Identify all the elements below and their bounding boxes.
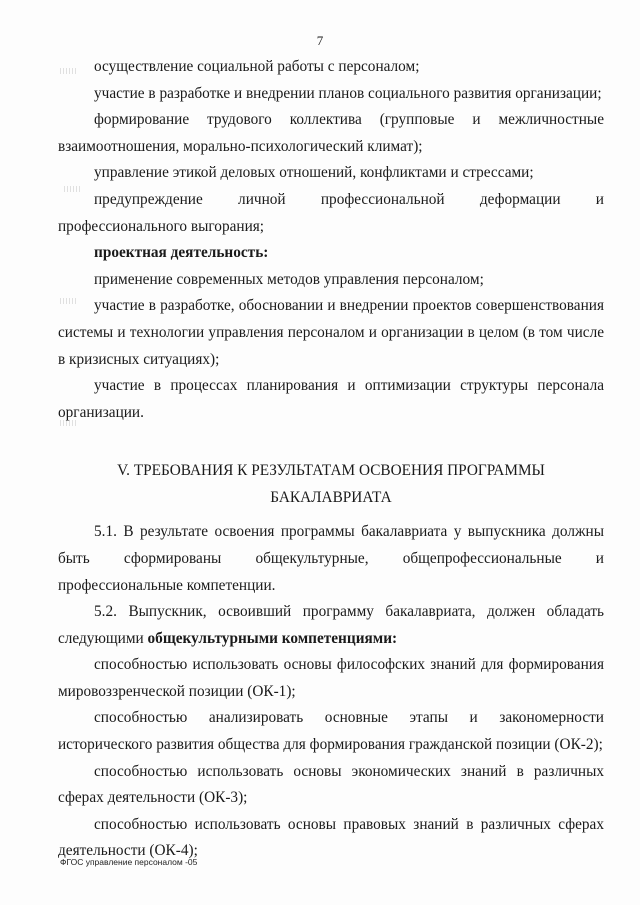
paragraph: способностью использовать основы экономических знаний в различных сферах деятельности (ОК-3); — [58, 762, 604, 807]
paragraph-text: 5.2. Выпускник, освоивший программу бакалавриата, должен обладать следующими — [58, 603, 604, 647]
section-title-line: V. ТРЕБОВАНИЯ К РЕЗУЛЬТАТАМ ОСВОЕНИЯ ПРОГРАММЫ — [117, 462, 545, 480]
paragraph: формирование трудового коллектива (групповые и межличностные взаимоотношения, морально-психологический климат); — [58, 111, 604, 155]
paragraph — [58, 599, 604, 652]
paragraph: способностью использовать основы философских знаний для формирования мировоззренческой позиции (ОК-1); — [58, 656, 604, 700]
paragraph: способностью анализировать основные этапы и закономерности исторического развития общества для формирования гражданской позиции (ОК-2); — [58, 709, 604, 754]
bold-term: общекультурными компетенциями: — [147, 629, 398, 647]
page-number: 7 — [316, 33, 324, 48]
paragraph: осуществление социальной работы с персоналом; — [94, 58, 420, 75]
section-title-line: БАКАЛАВРИАТА — [270, 489, 392, 507]
section-title — [58, 457, 604, 511]
paragraph: управление этикой деловых отношений, конфликтами и стрессами; — [94, 164, 534, 182]
paragraph: участие в разработке и внедрении планов социального развития организации; — [94, 84, 602, 102]
paragraph: предупреждение личной профессиональной деформации и профессионального выгорания; — [58, 190, 604, 235]
paragraph: участие в разработке, обосновании и внедрении проектов совершенствования системы и технологии управления персоналом и организации в целом (в том числе в кризисных ситуациях); — [58, 297, 604, 368]
subheading: проектная деятельность: — [94, 244, 269, 262]
paragraph: 5.1. В результате освоения программы бакалавриата у выпускника должны быть сформированы общекультурные, общепрофессиональные и профессиональные компетенции. — [58, 523, 604, 594]
document-body — [58, 54, 604, 865]
paragraph: способностью использовать основы правовых знаний в различных сферах деятельности (ОК-4); — [58, 815, 604, 860]
paragraph: применение современных методов управления персоналом; — [94, 270, 484, 288]
paragraph: участие в процессах планирования и оптимизации структуры персонала организации. — [58, 377, 604, 421]
footer-note: ФГОС управление персоналом -05 — [60, 857, 198, 867]
